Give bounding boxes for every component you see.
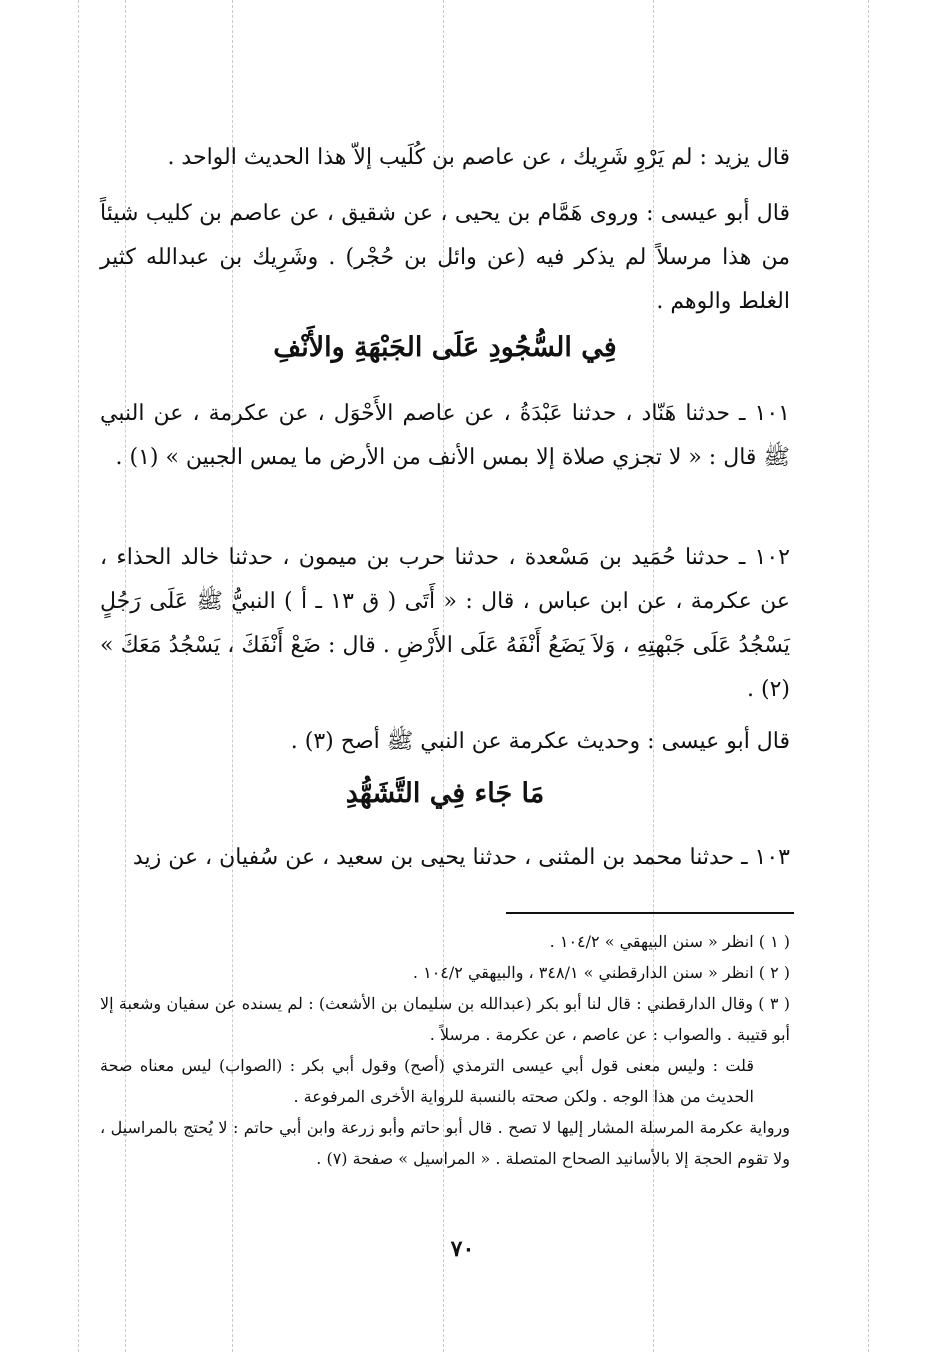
section-heading-prostration: فِي السُّجُودِ عَلَى الجَبْهَةِ والأَنْفِ xyxy=(273,332,617,363)
guide-line-left xyxy=(78,0,79,1352)
footnote-2: ( ٢ ) انظر « سنن الدارقطني » ٣٤٨/١ ، والبيهقي ١٠٤/٢ . xyxy=(412,963,790,982)
hadith-102-block xyxy=(100,536,790,712)
paragraph-abu-isa-block xyxy=(100,720,790,764)
hadith-101: ١٠١ ـ حدثنا هَنّاد ، حدثنا عَبْدَةُ ، عن عاصم الأَحْوَل ، عن عكرمة ، عن النبي ﷺ قال : « لا تجزي صلاة إلا بمس الأنف من الأرض ما يمس الجبين » (١) . xyxy=(100,401,790,470)
hadith-103: ١٠٣ ـ حدثنا محمد بن المثنى ، حدثنا يحيى بن سعيد ، عن سُفيان ، عن زيد xyxy=(132,845,790,870)
guide-line-right xyxy=(868,0,869,1352)
paragraph-abu-isa: قال أبو عيسى : وحديث عكرمة عن النبي ﷺ أصح (٣) . xyxy=(290,729,790,754)
footnote-3b: قلت : وليس معنى قول أبي عيسى الترمذي (أصح) وقول أبي بكر : (الصواب) ليس معناه صحة الحديث من هذا الوجه . ولكن صحته بالنسبة للرواية الأخرى المرفوعة . xyxy=(100,1056,754,1106)
paragraph-2: قال أبو عيسى : وروى هَمَّام بن يحيى ، عن شقيق ، عن عاصم بن كليب شيئاً من هذا مرسلاً لم يذكر فيه (عن وائل بن حُجْر) . وشَرِيك بن عبدالله كثير الغلط والوهم . xyxy=(100,201,790,314)
paragraph-2-block xyxy=(100,192,790,324)
hadith-103-block xyxy=(100,836,790,880)
hadith-102: ١٠٢ ـ حدثنا حُمَيد بن مَسْعدة ، حدثنا حرب بن ميمون ، حدثنا خالد الحذاء ، عن عكرمة ، عن ابن عباس ، قال : « أَتَى ( ق ١٣ ـ أ ) النبيُّ ﷺ عَلَى رَجُلٍ يَسْجُدُ عَلَى جَبْهتِهِ ، وَلاَ يَضَعُ أَنْفَهُ عَلَى الأَرْضِ . قال : ضَعْ أَنْفَكَ ، يَسْجُدُ مَعَكَ » (٢) . xyxy=(100,545,791,702)
footnote-3a: ( ٣ ) وقال الدارقطني : قال لنا أبو بكر (عبدالله بن سليمان بن الأشعث) : لم يسنده عن سفيان وشعبة إلا أبو قتيبة . والصواب : عن عاصم ، عن عكرمة . مرسلاً . xyxy=(100,994,791,1044)
paragraph-1-block xyxy=(100,136,790,180)
footnote-separator xyxy=(506,912,794,914)
hadith-101-block xyxy=(100,392,790,480)
paragraph-1: قال يزيد : لم يَرْوِ شَرِيك ، عن عاصم بن كُلَيب إلاّ هذا الحديث الواحد . xyxy=(167,145,790,170)
section-heading-tashahhud: مَا جَاء فِي التَّشَهُّدِ xyxy=(345,778,545,809)
footnote-1: ( ١ ) انظر « سنن البيهقي » ١٠٤/٢ . xyxy=(549,932,790,951)
footnote-3c: ورواية عكرمة المرسلة المشار إليها لا تصح . قال أبو حاتم وأبو زرعة وابن أبي حاتم : لا يُحتج بالمراسيل ، ولا تقوم الحجة إلا بالأسانيد الصحاح المتصلة . « المراسيل » صفحة (٧) . xyxy=(100,1118,790,1168)
page-number: ٧٠ xyxy=(450,1236,475,1262)
footnotes xyxy=(100,926,790,1174)
